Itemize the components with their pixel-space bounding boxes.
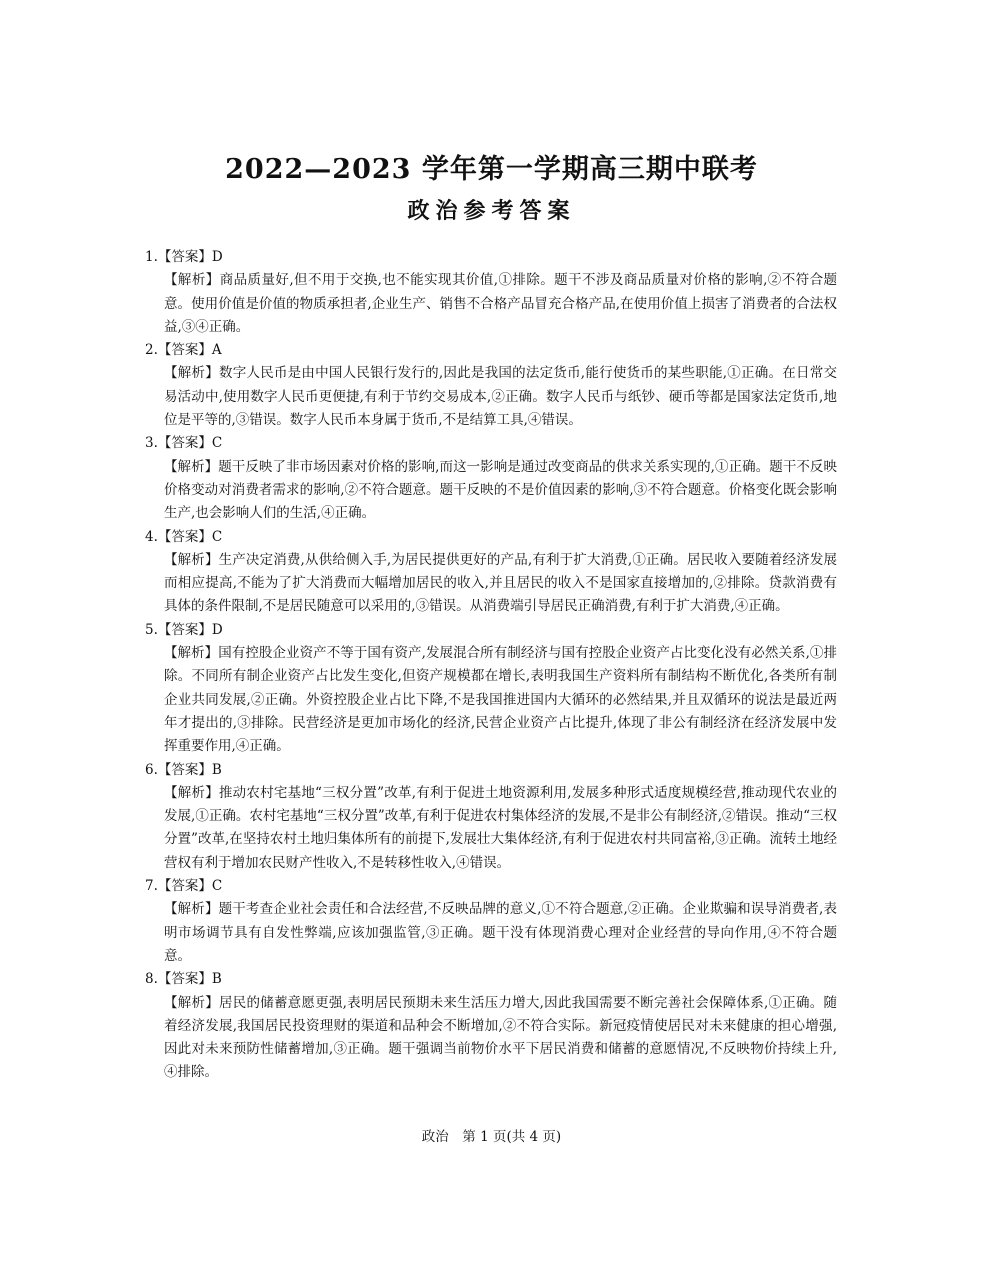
answer-item — [145, 968, 837, 1084]
answer-key: 2.【答案】A — [145, 342, 222, 359]
answer-key: 6.【答案】B — [145, 761, 222, 778]
answer-explanation: 【解析】生产决定消费,从供给侧入手,为居民提供更好的产品,有利于扩大消费,①正确。居民收入要随着经济发展而相应提高,不能为了扩大消费而大幅增加居民的收入,并且居民的收入不是国家直接增加的,②排除。贷款消费有具体的条件限制,不是居民随意可以采用的,③错误。从消费端引导居民正确消费,有利于扩大消费,④正确。 — [164, 551, 837, 615]
page-subtitle: 政治参考答案 — [407, 198, 576, 224]
answer-item — [145, 875, 837, 968]
answer-explanation: 【解析】题干反映了非市场因素对价格的影响,而这一影响是通过改变商品的供求关系实现的,①正确。题干不反映价格变动对消费者需求的影响,②不符合题意。题干反映的不是价值因素的影响,③不符合题意。价格变化既会影响生产,也会影响人们的生活,④正确。 — [164, 458, 837, 522]
answer-explanation: 【解析】推动农村宅基地“三权分置”改革,有利于促进土地资源利用,发展多种形式适度规模经营,推动现代农业的发展,①正确。农村宅基地“三权分置”改革,有利于促进农村集体经济的发展,不是非公有制经济,②错误。推动“三权分置”改革,在坚持农村土地归集体所有的前提下,发展壮大集体经济,有利于促进农村共同富裕,③正确。流转土地经营权有利于增加农民财产性收入,不是转移性收入,④错误。 — [164, 784, 837, 871]
answer-explanation: 【解析】国有控股企业资产不等于国有资产,发展混合所有制经济与国有控股企业资产占比变化没有必然关系,①排除。不同所有制企业资产占比发生变化,但资产规模都在增长,表明我国生产资料所有制结构不断优化,各类所有制企业共同发展,②正确。外资控股企业占比下降,不是我国推进国内大循环的必然结果,并且双循环的说法是最近两年才提出的,③排除。民营经济是更加市场化的经济,民营企业资产占比提升,体现了非公有制经济在经济发展中发挥重要作用,④正确。 — [164, 645, 837, 755]
answer-explanation: 【解析】商品质量好,但不用于交换,也不能实现其价值,①排除。题干不涉及商品质量对价格的影响,②不符合题意。使用价值是价值的物质承担者,企业生产、销售不合格产品冒充合格产品,在使用价值上损害了消费者的合法权益,③④正确。 — [164, 272, 837, 335]
answer-item — [145, 246, 837, 339]
answer-item — [145, 526, 837, 619]
answer-list — [145, 246, 837, 1085]
answer-item — [145, 339, 837, 432]
answer-explanation: 【解析】居民的储蓄意愿更强,表明居民预期未来生活压力增大,因此我国需要不断完善社会保障体系,①正确。随着经济发展,我国居民投资理财的渠道和品种会不断增加,②不符合实际。新冠疫情使居民对未来健康的担心增强,因此对未来预防性储蓄增加,③正确。题干强调当前物价水平下居民消费和储蓄的意愿情况,不反映物价持续上升,④排除。 — [164, 994, 837, 1081]
page-title: 2022—2023 学年第一学期高三期中联考 — [225, 154, 758, 185]
answer-item — [145, 759, 837, 875]
answer-key: 4.【答案】C — [145, 528, 223, 545]
answer-key: 1.【答案】D — [145, 249, 223, 265]
answer-key: 7.【答案】C — [145, 878, 223, 895]
answer-item — [145, 619, 837, 759]
page-footer: 政治 第 1 页(共 4 页) — [421, 1129, 562, 1145]
answer-key: 3.【答案】C — [145, 435, 223, 452]
answer-key: 5.【答案】D — [145, 621, 223, 638]
answer-explanation: 【解析】数字人民币是由中国人民银行发行的,因此是我国的法定货币,能行使货币的某些职能,①正确。在日常交易活动中,使用数字人民币更便捷,有利于节约交易成本,②正确。数字人民币与纸钞、硬币等都是国家法定货币,地位是平等的,③错误。数字人民币本身属于货币,不是结算工具,④错误。 — [164, 365, 837, 429]
answer-explanation: 【解析】题干考查企业社会责任和合法经营,不反映品牌的意义,①不符合题意,②正确。企业欺骗和误导消费者,表明市场调节具有自发性弊端,应该加强监管,③正确。题干没有体现消费心理对企业经营的导向作用,④不符合题意。 — [164, 901, 837, 964]
answer-key: 8.【答案】B — [145, 971, 222, 988]
answer-item — [145, 432, 837, 525]
